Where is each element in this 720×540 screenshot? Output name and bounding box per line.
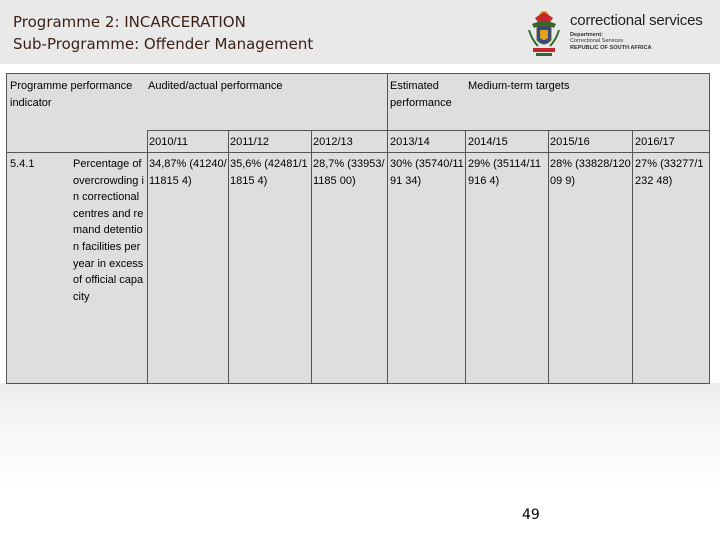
coat-of-arms-icon (524, 8, 564, 58)
value-2014-15: 29% (35114/11916 4) (468, 158, 541, 187)
indicator-description: Percentage of overcrowding in correctional centres and remand detention facilities per year in excess of official capacity (73, 158, 144, 303)
header-band (0, 0, 720, 64)
estimated-column-header: Estimated performance (390, 80, 452, 109)
performance-table (6, 73, 710, 384)
year-header: 2016/17 (635, 136, 675, 148)
country-name: REPUBLIC OF SOUTH AFRICA (570, 44, 652, 51)
page-title (13, 11, 313, 55)
value-2015-16: 28% (33828/12009 9) (550, 158, 631, 187)
grid-line (228, 130, 229, 384)
grid-line (7, 152, 709, 153)
dept-name: Correctional Services (570, 38, 624, 45)
department-text (570, 32, 652, 51)
grid-line (147, 130, 709, 131)
year-header: 2010/11 (149, 136, 188, 148)
audited-column-header: Audited/actual performance (148, 80, 283, 92)
year-header: 2012/13 (313, 136, 353, 148)
dept-label: Department: (570, 32, 603, 38)
indicator-number: 5.4.1 (10, 158, 35, 170)
year-header: 2015/16 (550, 136, 590, 148)
grid-line (548, 130, 549, 384)
value-2013-14: 30% (35740/1191 34) (390, 158, 464, 187)
medium-term-column-header: Medium-term targets (468, 80, 570, 92)
grid-line (147, 130, 148, 384)
value-2012-13: 28,7% (33953/1185 00) (313, 158, 385, 187)
page-background-fade (0, 383, 720, 540)
value-2011-12: 35,6% (42481/11815 4) (230, 158, 308, 187)
indicator-column-header: Programme performance indicator (10, 80, 133, 109)
brand-name: correctional services (570, 12, 703, 29)
value-2016-17: 27% (33277/1232 48) (635, 158, 704, 187)
programme-title: Programme 2: INCARCERATION (13, 13, 246, 31)
value-2010-11: 34,87% (41240/11815 4) (149, 158, 227, 187)
grid-line (387, 74, 388, 384)
grid-line (632, 130, 633, 384)
sub-programme-title: Sub-Programme: Offender Management (13, 35, 314, 53)
grid-line (311, 130, 312, 384)
page-number: 49 (522, 507, 540, 523)
grid-line (465, 130, 466, 384)
year-header: 2011/12 (230, 136, 269, 148)
year-header: 2014/15 (468, 136, 508, 148)
correctional-services-logo (524, 8, 714, 60)
year-header: 2013/14 (390, 136, 430, 148)
